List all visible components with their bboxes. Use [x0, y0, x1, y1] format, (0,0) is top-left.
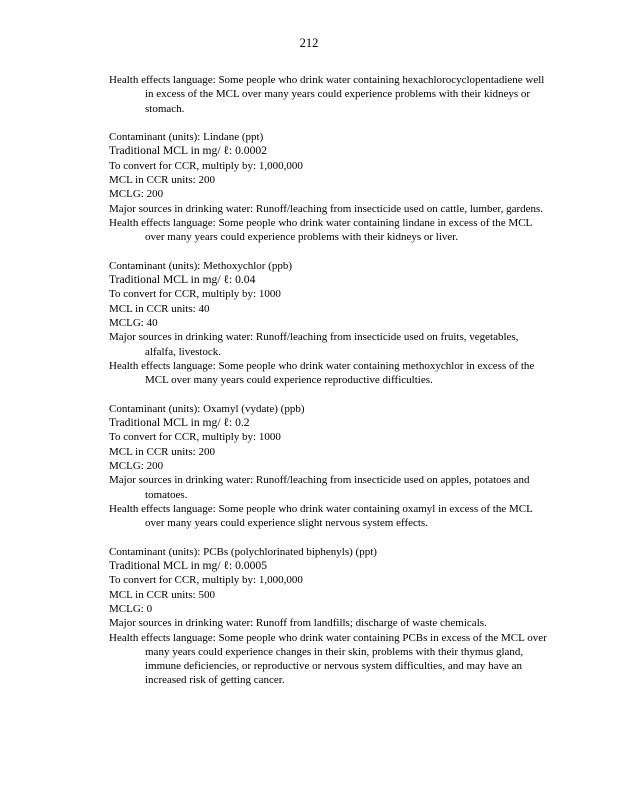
major-sources: Major sources in drinking water: Runoff from landfills; discharge of waste chemicals. — [109, 617, 487, 630]
mcl-ccr-units: MCL in CCR units: 40 — [109, 302, 210, 315]
convert-factor: To convert for CCR, multiply by: 1,000,000 — [109, 574, 303, 587]
contaminant-header: Contaminant (units): Lindane (ppt) — [109, 131, 264, 144]
page-number: 212 — [299, 36, 319, 50]
contaminant-oxamyl — [109, 402, 549, 531]
mclg: MCLG: 0 — [109, 602, 153, 615]
health-effects-text: Health effects language: Some people who drink water containing PCBs in excess of the MCL over many years could experience changes in their skin, problems with their thymus gland, immune deficiencies, or reproductive or nervous system difficulties, and may have an increased risk of getting cancer. — [109, 631, 547, 687]
major-sources: Major sources in drinking water: Runoff/leaching from insecticide used on fruits, vegetables, alfalfa, livestock. — [109, 331, 519, 358]
health-effects-text: Health effects language: Some people who drink water containing oxamyl in excess of the MCL over many years could experience slight nervous system effects. — [109, 502, 533, 530]
intro-section — [109, 73, 549, 116]
mcl-ccr-units: MCL in CCR units: 200 — [109, 174, 215, 187]
mcl-ccr-units: MCL in CCR units: 500 — [109, 588, 215, 601]
traditional-mcl: Traditional MCL in mg/ ℓ: 0.2 — [109, 416, 250, 430]
traditional-mcl: Traditional MCL in mg/ ℓ: 0.0002 — [109, 144, 267, 158]
convert-factor: To convert for CCR, multiply by: 1000 — [109, 288, 281, 301]
health-effects-text: Health effects language: Some people who drink water containing methoxychlor in excess of the MCL over many years could experience reproductive difficulties. — [109, 359, 535, 387]
mclg: MCLG: 200 — [109, 188, 164, 201]
document-body — [109, 73, 549, 702]
contaminant-methoxychlor — [109, 259, 549, 388]
health-effects-text: Health effects language: Some people who drink water containing lindane in excess of the MCL over many years could experience problems with their kidneys or liver. — [109, 216, 532, 244]
health-effects-text: Health effects language: Some people who drink water containing hexachlorocyclopentadiene well in excess of the MCL over many years could experience problems with their kidneys or stomach. — [109, 74, 545, 115]
major-sources: Major sources in drinking water: Runoff/leaching from insecticide used on cattle, lumber, gardens. — [109, 202, 544, 215]
traditional-mcl: Traditional MCL in mg/ ℓ: 0.0005 — [109, 559, 267, 573]
mclg: MCLG: 200 — [109, 460, 164, 473]
mclg: MCLG: 40 — [109, 317, 158, 330]
contaminant-pcbs — [109, 545, 549, 688]
contaminant-lindane — [109, 130, 549, 244]
major-sources: Major sources in drinking water: Runoff/leaching from insecticide used on apples, potatoes and tomatoes. — [109, 474, 530, 501]
contaminant-header: Contaminant (units): Oxamyl (vydate) (ppb) — [109, 402, 305, 415]
contaminant-header: Contaminant (units): Methoxychlor (ppb) — [109, 259, 292, 272]
mcl-ccr-units: MCL in CCR units: 200 — [109, 445, 215, 458]
contaminant-header: Contaminant (units): PCBs (polychlorinated biphenyls) (ppt) — [109, 545, 377, 558]
traditional-mcl: Traditional MCL in mg/ ℓ: 0.04 — [109, 273, 256, 287]
convert-factor: To convert for CCR, multiply by: 1000 — [109, 431, 281, 444]
convert-factor: To convert for CCR, multiply by: 1,000,000 — [109, 159, 303, 172]
